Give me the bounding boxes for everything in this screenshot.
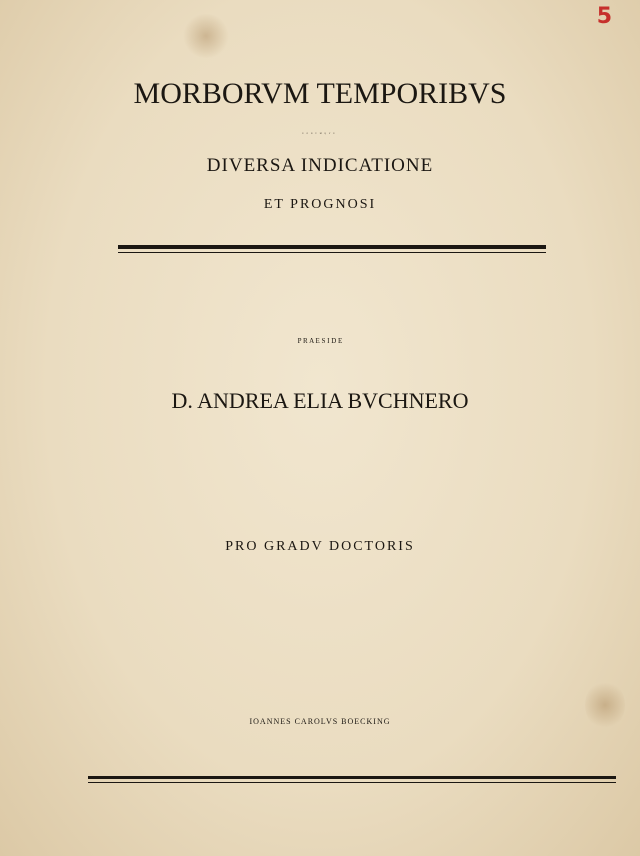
- author-name: IOANNES CAROLVS BOECKING: [249, 717, 391, 726]
- page-number: 5: [596, 4, 612, 29]
- title-eorumque: EORVMQVE: [302, 133, 338, 135]
- title-diversa: DIVERSA INDICATIONE: [206, 155, 434, 176]
- pro-gradu-line: PRO GRADV DOCTORIS: [225, 539, 415, 554]
- title-prognosi: ET PROGNOSI: [263, 197, 377, 212]
- praeside-line: P R A E S I D E: [297, 337, 343, 345]
- title-rule-thin: [118, 252, 546, 253]
- title-main: MORBORVM TEMPORIBVS: [133, 77, 507, 110]
- ink-stain: [182, 14, 230, 58]
- imprint-rule-thick: [88, 776, 616, 779]
- imprint-rule-thin: [88, 782, 616, 783]
- praeses-name: D. ANDREA ELIA BVCHNERO: [171, 388, 469, 413]
- title-rule-thick: [118, 245, 546, 249]
